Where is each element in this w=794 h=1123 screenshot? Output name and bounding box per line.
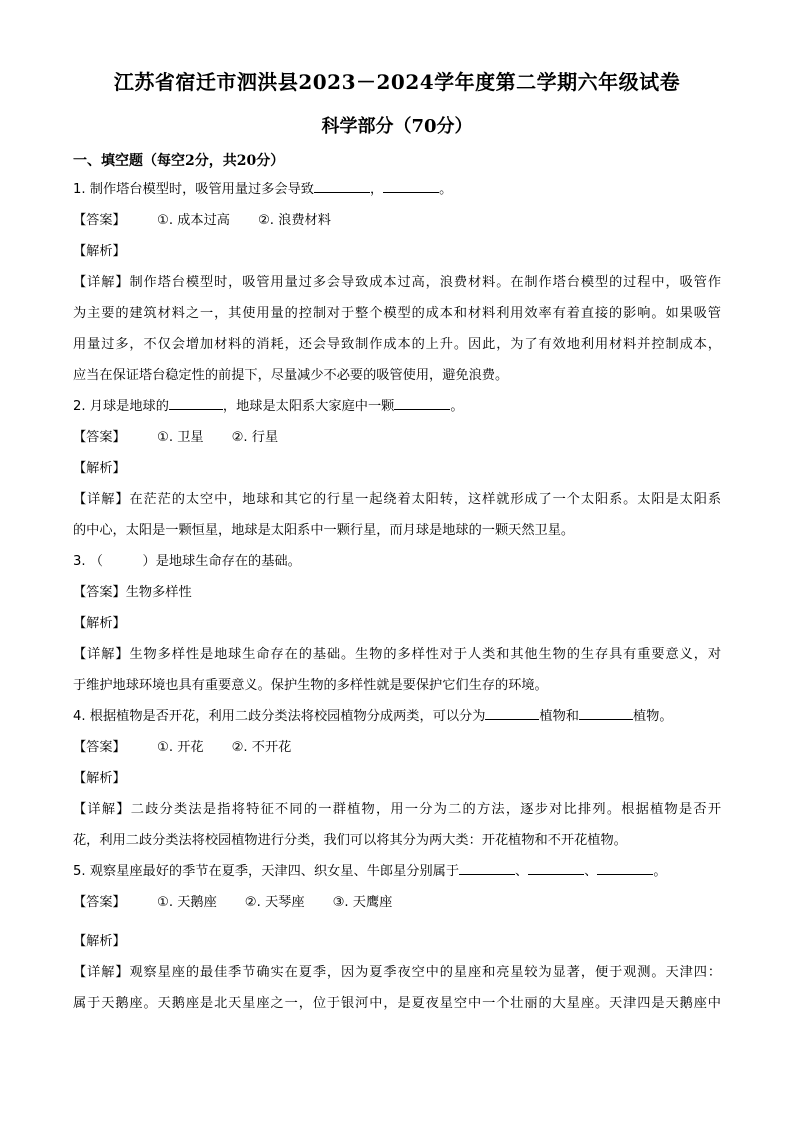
answer-blank	[394, 395, 450, 410]
detail-line: 【详解】制作塔台模型时，吸管用量过多会导致成本过高，浪费材料。在制作塔台模型的过程中，吸管作	[73, 275, 721, 290]
document-body	[73, 148, 721, 1019]
detail-line: 【详解】观察星座的最佳季节确实在夏季，因为夏季夜空中的星座和亮星较为显著，便于观测。天津四：	[73, 965, 721, 980]
document-title: 江苏省宿迁市泗洪县2023－2024学年度第二学期六年级试卷	[113, 70, 681, 94]
question-4: 4. 根据植物是否开花，利用二歧分类法将校园植物分成两类，可以分为 植物和 植物。	[73, 701, 721, 732]
detail-line: 【详解】二歧分类法是指将特征不同的一群植物，用一分为二的方法，逐步对比排列。根据植物是否开	[73, 802, 721, 817]
answer-item: ②. 浪费材料	[257, 213, 331, 228]
answer-label: 【答案】	[73, 895, 126, 910]
document-subtitle: 科学部分（70分）	[321, 116, 473, 137]
answer-row	[73, 422, 721, 453]
answer-item: ①. 天鹅座	[157, 895, 217, 910]
answer-item: ①. 开花	[157, 740, 204, 755]
answer-item: ①. 成本过高	[157, 213, 230, 228]
answer-blank	[528, 860, 584, 875]
detail-line: 的中心，太阳是一颗恒星，地球是太阳系中一颗行星，而月球是地球的一颗天然卫星。	[73, 523, 575, 538]
question-3: 3. （ ）是地球生命存在的基础。	[73, 554, 301, 569]
answer-blank	[579, 705, 633, 720]
answer-item: ②. 不开花	[231, 740, 292, 755]
detail-line: 应当在保证塔台稳定性的前提下，尽量减少不必要的吸管使用，避免浪费。	[73, 368, 509, 383]
analysis-label: 【解析】	[73, 616, 126, 631]
detail-line: 于维护地球环境也具有重要意义。保护生物的多样性就是要保护它们生存的环境。	[73, 678, 548, 693]
answer-blank	[169, 395, 223, 410]
detail-line: 【详解】生物多样性是地球生命存在的基础。生物的多样性对于人类和其他生物的生存具有重要意义，对	[73, 647, 721, 662]
answer-blank	[383, 178, 439, 193]
answer-item: ①. 卫星	[157, 430, 204, 445]
answer-row	[73, 577, 721, 608]
answer-row	[73, 887, 721, 918]
answer-blank	[597, 860, 653, 875]
analysis-label: 【解析】	[73, 244, 126, 259]
answer-item: 生物多样性	[125, 585, 192, 600]
section-heading: 一、填空题（每空2分，共20分）	[73, 153, 285, 169]
question-2: 2. 月球是地球的 ，地球是太阳系大家庭中一颗 。	[73, 391, 721, 422]
detail-line: 为主要的建筑材料之一，其使用量的控制对于整个模型的成本和材料利用效率有着直接的影响。如果吸管	[73, 306, 721, 321]
analysis-label: 【解析】	[73, 934, 126, 949]
answer-label: 【答案】	[73, 740, 126, 755]
answer-blank	[314, 178, 370, 193]
detail-line: 花，利用二歧分类法将校园植物进行分类，我们可以将其分为两大类：开花植物和不开花植物。	[73, 833, 627, 848]
answer-item: ②. 行星	[231, 430, 279, 445]
question-1: 1. 制作塔台模型时，吸管用量过多会导致 ， 。	[73, 174, 721, 205]
detail-line: 属于天鹅座。天鹅座是北天星座之一，位于银河中，是夏夜星空中一个壮丽的大星座。天津四是天鹅座中	[73, 996, 721, 1011]
answer-item: ③. 天鹰座	[332, 895, 393, 910]
answer-blank	[459, 860, 515, 875]
answer-label: 【答案】	[73, 213, 126, 228]
detail-line: 【详解】在茫茫的太空中，地球和其它的行星一起绕着太阳转，这样就形成了一个太阳系。太阳是太阳系	[73, 492, 721, 507]
analysis-label: 【解析】	[73, 461, 126, 476]
detail-line: 用量过多，不仅会增加材料的消耗，还会导致制作成本的上升。因此，为了有效地利用材料并控制成本，	[73, 337, 721, 352]
answer-row	[73, 732, 721, 763]
analysis-label: 【解析】	[73, 771, 126, 786]
answer-item: ②. 天琴座	[244, 895, 305, 910]
answer-blank	[485, 705, 539, 720]
answer-label: 【答案】	[73, 585, 126, 600]
answer-label: 【答案】	[73, 430, 126, 445]
answer-row	[73, 205, 721, 236]
question-5: 5. 观察星座最好的季节在夏季，天津四、织女星、牛郎星分别属于 、 、 。	[73, 856, 721, 887]
